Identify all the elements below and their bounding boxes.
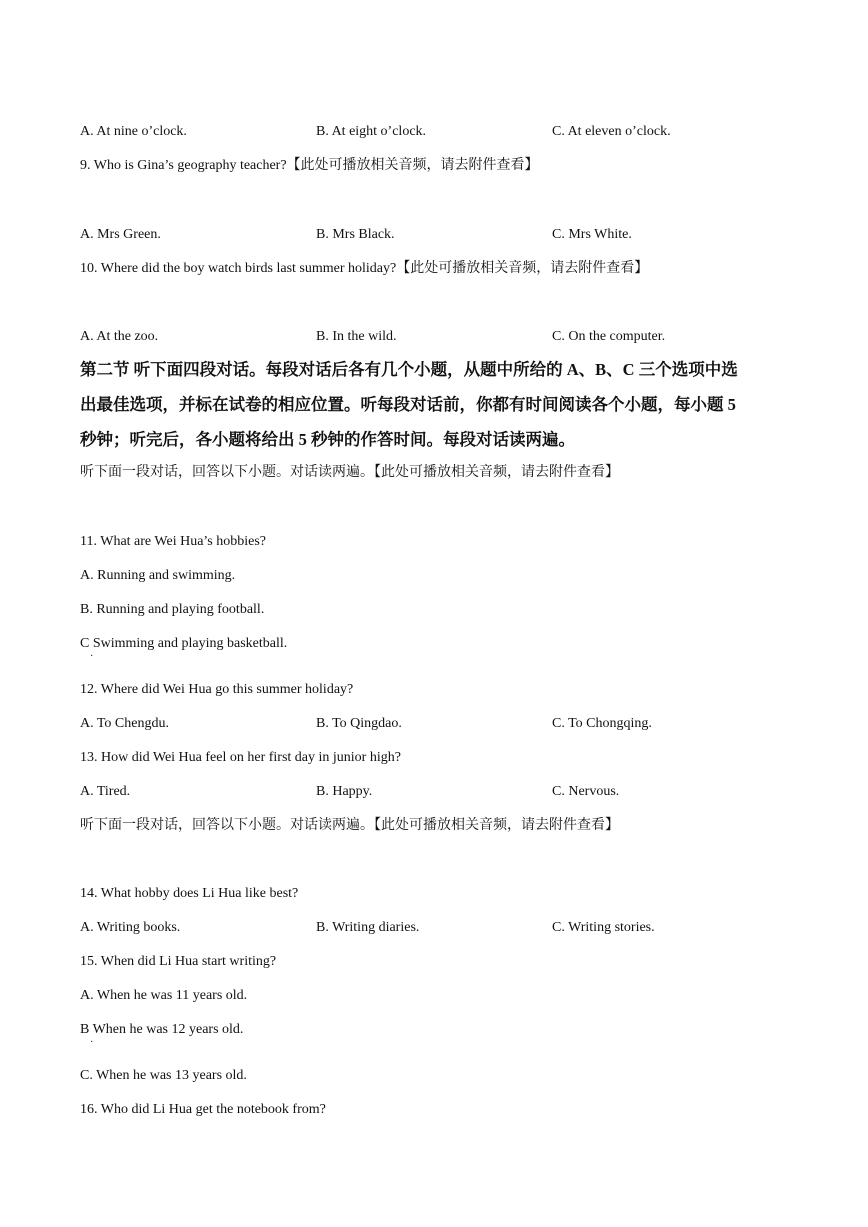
q10-question: 10. Where did the boy watch birds last summer holiday?【此处可播放相关音频，请去附件查看】 <box>80 261 649 276</box>
section2-line-1: 第二节 听下面四段对话。每段对话后各有几个小题，从题中所给的 A、B、C 三个选项中选 <box>80 360 738 379</box>
q15-option-c: C. When he was 13 years old. <box>80 1068 247 1083</box>
option-dot-mark: · <box>90 1037 94 1048</box>
q12-option-a: A. To Chengdu. <box>80 716 169 731</box>
q13-option-a: A. Tired. <box>80 784 131 799</box>
q12-question: 12. Where did Wei Hua go this summer holiday? <box>80 682 354 697</box>
q16-question: 16. Who did Li Hua get the notebook from? <box>80 1102 326 1117</box>
q10-option-a: A. At the zoo. <box>80 329 159 344</box>
q15-option-b: B When he was 12 years old. <box>80 1022 244 1037</box>
q14-option-a: A. Writing books. <box>80 920 181 935</box>
q14-question: 14. What hobby does Li Hua like best? <box>80 886 299 901</box>
q12-option-b: B. To Qingdao. <box>316 716 402 731</box>
section2-line-2: 出最佳选项，并标在试卷的相应位置。听每段对话前，你都有时间阅读各个小题，每小题 5 <box>80 395 736 414</box>
q9-option-b: B. Mrs Black. <box>316 227 395 242</box>
option-dot-mark: · <box>90 651 94 662</box>
q13-option-b: B. Happy. <box>316 784 373 799</box>
q8-option-c: C. At eleven o’clock. <box>552 124 671 139</box>
q8-option-b: B. At eight o’clock. <box>316 124 427 139</box>
q9-option-a: A. Mrs Green. <box>80 227 161 242</box>
q14-option-b: B. Writing diaries. <box>316 920 420 935</box>
q11-question: 11. What are Wei Hua’s hobbies? <box>80 534 267 549</box>
dialog2-intro: 听下面一段对话，回答以下小题。对话读两遍。【此处可播放相关音频，请去附件查看】 <box>80 818 619 833</box>
q14-option-c: C. Writing stories. <box>552 920 655 935</box>
q8-option-a: A. At nine o’clock. <box>80 124 187 139</box>
q15-option-a: A. When he was 11 years old. <box>80 988 248 1003</box>
q10-option-b: B. In the wild. <box>316 329 397 344</box>
q13-option-c: C. Nervous. <box>552 784 620 799</box>
q10-option-c: C. On the computer. <box>552 329 666 344</box>
q9-option-c: C. Mrs White. <box>552 227 632 242</box>
q13-question: 13. How did Wei Hua feel on her first day in junior high? <box>80 750 401 765</box>
q11-option-c: C Swimming and playing basketball. <box>80 636 288 651</box>
dialog1-intro: 听下面一段对话，回答以下小题。对话读两遍。【此处可播放相关音频，请去附件查看】 <box>80 465 619 480</box>
section2-line-3: 秒钟；听完后，各小题将给出 5 秒钟的作答时间。每段对话读两遍。 <box>80 430 575 449</box>
q11-option-b: B. Running and playing football. <box>80 602 265 617</box>
q15-question: 15. When did Li Hua start writing? <box>80 954 277 969</box>
q12-option-c: C. To Chongqing. <box>552 716 652 731</box>
q11-option-a: A. Running and swimming. <box>80 568 236 583</box>
q9-question: 9. Who is Gina’s geography teacher?【此处可播放相关音频，请去附件查看】 <box>80 158 539 173</box>
